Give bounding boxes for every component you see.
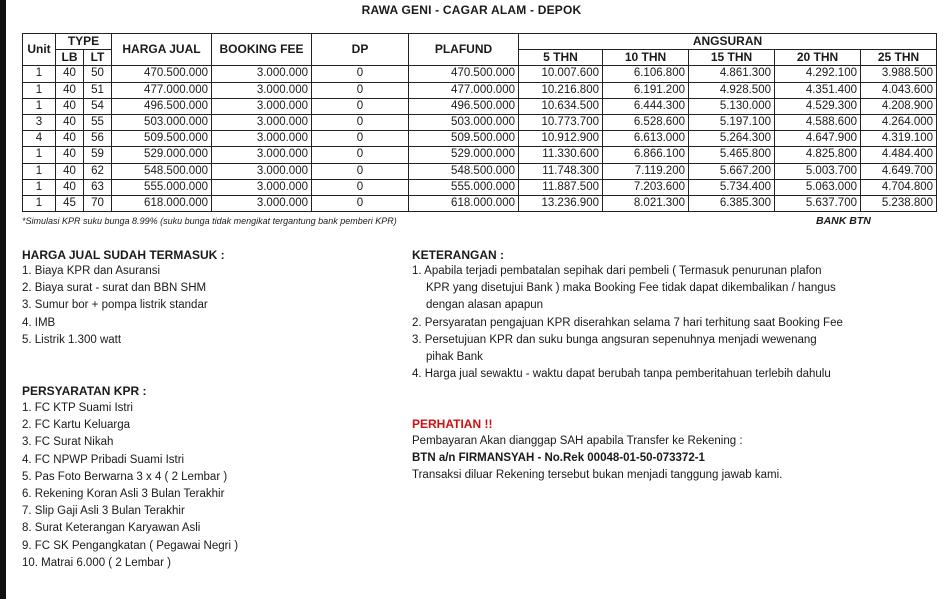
header-10-thn: 10 THN <box>603 50 689 66</box>
cell-15-thn: 5.264.300 <box>689 131 775 147</box>
cell-lb: 40 <box>56 163 84 179</box>
header-lb: LB <box>56 50 84 66</box>
cell-15-thn: 6.385.300 <box>689 195 775 211</box>
list-item-line: 3. Persetujuan KPR dan suku bunga angsuran sepenuhnya menjadi wewenang <box>412 333 817 346</box>
list-item: 3. FC Surat Nikah <box>22 436 114 449</box>
header-15-thn: 15 THN <box>689 50 775 66</box>
list-item <box>412 332 912 366</box>
cell-15-thn: 4.861.300 <box>689 66 775 82</box>
cell-15-thn: 4.928.500 <box>689 82 775 98</box>
cell-25-thn: 4.264.000 <box>861 114 937 130</box>
cell-harga-jual: 618.000.000 <box>112 195 212 211</box>
header-lt: LT <box>84 50 112 66</box>
cell-10-thn: 6.444.300 <box>603 98 689 114</box>
cell-unit: 1 <box>23 163 56 179</box>
cell-unit: 1 <box>23 66 56 82</box>
cell-dp: 0 <box>312 114 409 130</box>
list-item: 8. Surat Keterangan Karyawan Asli <box>22 522 201 535</box>
list-item: 1. FC KTP Suami Istri <box>22 402 133 414</box>
header-25-thn: 25 THN <box>861 50 937 66</box>
header-plafund: PLAFUND <box>409 34 519 66</box>
cell-20-thn: 5.003.700 <box>775 163 861 179</box>
cell-dp: 0 <box>312 98 409 114</box>
cell-plafund: 618.000.000 <box>409 195 519 211</box>
cell-dp: 0 <box>312 163 409 179</box>
cell-lb: 40 <box>56 131 84 147</box>
cell-15-thn: 5.465.800 <box>689 147 775 163</box>
page-title: RAWA GENI - CAGAR ALAM - DEPOK <box>361 3 582 17</box>
cell-plafund: 555.000.000 <box>409 179 519 195</box>
cell-lt: 55 <box>84 114 112 130</box>
list-item: 7. Slip Gaji Asli 3 Bulan Terakhir <box>22 505 185 518</box>
cell-harga-jual: 470.500.000 <box>112 66 212 82</box>
cell-lb: 40 <box>56 147 84 163</box>
list-item <box>412 263 912 315</box>
list-item: 1. Biaya KPR dan Asuransi <box>22 265 161 277</box>
cell-dp: 0 <box>312 82 409 98</box>
header-dp: DP <box>312 34 409 66</box>
cell-unit: 1 <box>23 82 56 98</box>
price-table <box>22 33 937 212</box>
header-angsuran: ANGSURAN <box>519 34 937 50</box>
list-item: 5. Pas Foto Berwarna 3 x 4 ( 2 Lembar ) <box>22 470 228 483</box>
cell-plafund: 529.000.000 <box>409 147 519 163</box>
cell-dp: 0 <box>312 66 409 82</box>
cell-20-thn: 4.529.300 <box>775 98 861 114</box>
cell-10-thn: 6.613.000 <box>603 131 689 147</box>
cell-lt: 59 <box>84 147 112 163</box>
harga-termasuk-list <box>22 263 208 349</box>
cell-lb: 40 <box>56 179 84 195</box>
cell-unit: 1 <box>23 147 56 163</box>
cell-20-thn: 4.588.600 <box>775 114 861 130</box>
list-item: 2. FC Kartu Keluarga <box>22 419 131 432</box>
cell-5-thn: 13.236.900 <box>519 195 603 211</box>
cell-unit: 1 <box>23 179 56 195</box>
list-item-line: 2. Persyaratan pengajuan KPR diserahkan selama 7 hari terhitung saat Booking Fee <box>412 316 843 329</box>
cell-10-thn: 6.866.100 <box>603 147 689 163</box>
cell-lt: 50 <box>84 66 112 82</box>
list-item-line: 4. Harga jual sewaktu - waktu dapat berubah tanpa pemberitahuan terlebih dahulu <box>412 368 831 381</box>
header-booking-fee: BOOKING FEE <box>212 34 312 66</box>
cell-unit: 3 <box>23 114 56 130</box>
table-row <box>23 131 937 147</box>
cell-5-thn: 11.887.500 <box>519 179 603 195</box>
list-item-line: pihak Bank <box>426 351 483 364</box>
cell-booking-fee: 3.000.000 <box>212 195 312 211</box>
cell-10-thn: 6.528.600 <box>603 114 689 130</box>
cell-25-thn: 4.704.800 <box>861 179 937 195</box>
cell-booking-fee: 3.000.000 <box>212 66 312 82</box>
cell-10-thn: 7.119.200 <box>603 163 689 179</box>
cell-harga-jual: 548.500.000 <box>112 163 212 179</box>
cell-dp: 0 <box>312 195 409 211</box>
cell-dp: 0 <box>312 131 409 147</box>
cell-5-thn: 10.634.500 <box>519 98 603 114</box>
price-table-body <box>23 66 937 212</box>
cell-lt: 63 <box>84 179 112 195</box>
table-row <box>23 179 937 195</box>
payment-note: Pembayaran Akan dianggap SAH apabila Transfer ke Rekening : <box>412 435 743 447</box>
list-item-line: KPR yang disetujui Bank ) maka Booking Fee tidak dapat dikembalikan / hangus <box>426 282 836 295</box>
cell-harga-jual: 529.000.000 <box>112 147 212 163</box>
header-5-thn: 5 THN <box>519 50 603 66</box>
cell-harga-jual: 496.500.000 <box>112 98 212 114</box>
cell-dp: 0 <box>312 179 409 195</box>
cell-lt: 62 <box>84 163 112 179</box>
cell-15-thn: 5.667.200 <box>689 163 775 179</box>
cell-unit: 1 <box>23 98 56 114</box>
cell-25-thn: 5.238.800 <box>861 195 937 211</box>
cell-plafund: 477.000.000 <box>409 82 519 98</box>
cell-10-thn: 6.191.200 <box>603 82 689 98</box>
list-item-line: 1. Apabila terjadi pembatalan sepihak dari pembeli ( Termasuk penurunan plafon <box>412 265 822 277</box>
cell-10-thn: 7.203.600 <box>603 179 689 195</box>
list-item <box>412 315 912 332</box>
left-edge-border <box>0 0 6 599</box>
cell-booking-fee: 3.000.000 <box>212 179 312 195</box>
cell-20-thn: 4.292.100 <box>775 66 861 82</box>
table-row <box>23 98 937 114</box>
cell-lb: 40 <box>56 98 84 114</box>
cell-10-thn: 8.021.300 <box>603 195 689 211</box>
header-20-thn: 20 THN <box>775 50 861 66</box>
table-row <box>23 163 937 179</box>
cell-harga-jual: 509.500.000 <box>112 131 212 147</box>
cell-15-thn: 5.197.100 <box>689 114 775 130</box>
cell-plafund: 470.500.000 <box>409 66 519 82</box>
cell-plafund: 503.000.000 <box>409 114 519 130</box>
table-row <box>23 82 937 98</box>
cell-10-thn: 6.106.800 <box>603 66 689 82</box>
cell-harga-jual: 555.000.000 <box>112 179 212 195</box>
disclaimer-line: Transaksi diluar Rekening tersebut bukan menjadi tanggung jawab kami. <box>412 469 783 481</box>
list-item: 5. Listrik 1.300 watt <box>22 333 122 346</box>
list-item: 2. Biaya surat - surat dan BBN SHM <box>22 282 207 295</box>
cell-booking-fee: 3.000.000 <box>212 82 312 98</box>
list-item: 4. FC NPWP Pribadi Suami Istri <box>22 453 185 466</box>
table-row <box>23 195 937 211</box>
list-item: 4. IMB <box>22 316 56 329</box>
cell-25-thn: 4.649.700 <box>861 163 937 179</box>
persyaratan-heading: PERSYARATAN KPR : <box>22 384 147 398</box>
harga-termasuk-heading: HARGA JUAL SUDAH TERMASUK : <box>22 248 225 262</box>
kpr-simulation-note: *Simulasi KPR suku bunga 8.99% (suku bunga tidak mengikat tergantung bank pemberi KPR) <box>22 216 397 226</box>
cell-20-thn: 5.637.700 <box>775 195 861 211</box>
cell-booking-fee: 3.000.000 <box>212 163 312 179</box>
cell-25-thn: 4.043.600 <box>861 82 937 98</box>
cell-5-thn: 11.748.300 <box>519 163 603 179</box>
table-row <box>23 147 937 163</box>
cell-lt: 56 <box>84 131 112 147</box>
cell-plafund: 509.500.000 <box>409 131 519 147</box>
cell-25-thn: 4.208.900 <box>861 98 937 114</box>
cell-5-thn: 11.330.600 <box>519 147 603 163</box>
bank-account-line: BTN a/n FIRMANSYAH - No.Rek 00048-01-50-073372-1 <box>412 452 705 464</box>
keterangan-heading: KETERANGAN : <box>412 248 504 262</box>
header-harga-jual: HARGA JUAL <box>112 34 212 66</box>
keterangan-list <box>412 263 912 383</box>
cell-5-thn: 10.773.700 <box>519 114 603 130</box>
cell-lt: 54 <box>84 98 112 114</box>
list-item: 10. Matrai 6.000 ( 2 Lembar ) <box>22 556 171 569</box>
table-row <box>23 66 937 82</box>
cell-unit: 1 <box>23 195 56 211</box>
cell-lb: 45 <box>56 195 84 211</box>
cell-unit: 4 <box>23 131 56 147</box>
cell-lt: 70 <box>84 195 112 211</box>
cell-lt: 51 <box>84 82 112 98</box>
cell-25-thn: 3.988.500 <box>861 66 937 82</box>
cell-25-thn: 4.484.400 <box>861 147 937 163</box>
cell-5-thn: 10.216.800 <box>519 82 603 98</box>
persyaratan-list <box>22 400 238 572</box>
cell-20-thn: 5.063.000 <box>775 179 861 195</box>
table-row <box>23 114 937 130</box>
header-unit: Unit <box>23 34 56 66</box>
list-item: 3. Sumur bor + pompa listrik standar <box>22 299 208 312</box>
bank-label: BANK BTN <box>816 215 871 227</box>
cell-booking-fee: 3.000.000 <box>212 147 312 163</box>
cell-booking-fee: 3.000.000 <box>212 114 312 130</box>
cell-5-thn: 10.007.600 <box>519 66 603 82</box>
perhatian-heading: PERHATIAN !! <box>412 417 493 431</box>
cell-plafund: 548.500.000 <box>409 163 519 179</box>
cell-lb: 40 <box>56 66 84 82</box>
cell-20-thn: 4.825.800 <box>775 147 861 163</box>
cell-lb: 40 <box>56 82 84 98</box>
cell-5-thn: 10.912.900 <box>519 131 603 147</box>
cell-25-thn: 4.319.100 <box>861 131 937 147</box>
list-item <box>412 366 912 383</box>
cell-15-thn: 5.130.000 <box>689 98 775 114</box>
cell-harga-jual: 503.000.000 <box>112 114 212 130</box>
cell-dp: 0 <box>312 147 409 163</box>
cell-20-thn: 4.647.900 <box>775 131 861 147</box>
list-item: 6. Rekening Koran Asli 3 Bulan Terakhir <box>22 488 225 501</box>
header-type: TYPE <box>56 34 112 50</box>
cell-15-thn: 5.734.400 <box>689 179 775 195</box>
cell-20-thn: 4.351.400 <box>775 82 861 98</box>
list-item-line: dengan alasan apapun <box>426 299 544 312</box>
cell-plafund: 496.500.000 <box>409 98 519 114</box>
cell-booking-fee: 3.000.000 <box>212 98 312 114</box>
cell-booking-fee: 3.000.000 <box>212 131 312 147</box>
cell-harga-jual: 477.000.000 <box>112 82 212 98</box>
list-item: 9. FC SK Pengangkatan ( Pegawai Negri ) <box>22 539 239 552</box>
cell-lb: 40 <box>56 114 84 130</box>
